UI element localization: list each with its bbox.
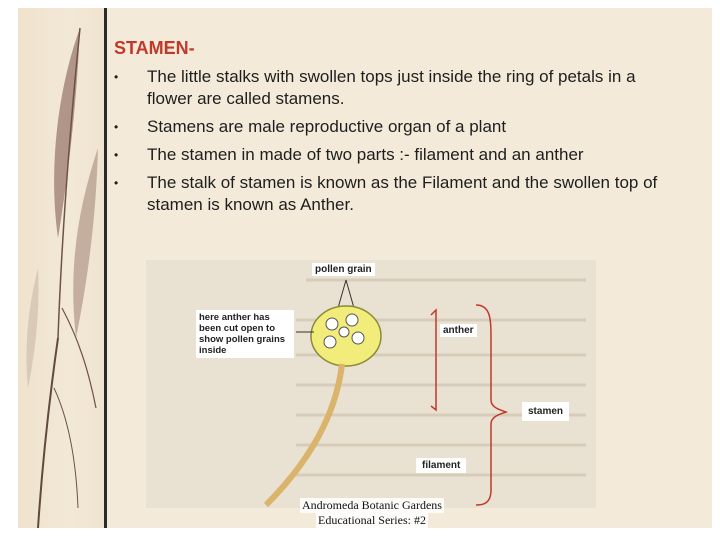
- bullet-item: [114, 172, 674, 216]
- stamen-illustration-icon: [146, 260, 596, 508]
- bullet-text: Stamens are male reproductive organ of a plant: [147, 117, 507, 136]
- bullet-dot: •: [114, 176, 119, 190]
- stamen-diagram: [146, 260, 596, 508]
- bullet-text: The little stalks with swollen tops just inside the ring of petals in a flower are called stamens.: [147, 67, 636, 108]
- slide-title: STAMEN-: [114, 38, 195, 58]
- bullet-list: [114, 66, 674, 222]
- filament-label: filament: [416, 458, 466, 473]
- bullet-dot: •: [114, 148, 119, 162]
- stamen-label: stamen: [522, 402, 569, 421]
- bullet-item: [114, 116, 674, 138]
- pollen-grain-label: pollen grain: [312, 263, 375, 276]
- dried-leaf-icon: [18, 8, 104, 528]
- vertical-divider: [104, 8, 107, 528]
- bullet-dot: •: [114, 70, 119, 84]
- leaf-decoration-panel: [18, 8, 104, 528]
- slide: [18, 8, 712, 528]
- bullet-item: [114, 144, 674, 166]
- bullet-text: The stalk of stamen is known as the Filament and the swollen top of stamen is known as Anther.: [147, 173, 658, 214]
- footer-line-2: Educational Series: #2: [318, 513, 426, 527]
- anther-label: anther: [440, 324, 477, 337]
- footer-line-1: Andromeda Botanic Gardens: [302, 498, 442, 512]
- bullet-item: [114, 66, 674, 110]
- anther-cut-note: here anther has been cut open to show pollen grains inside: [196, 310, 294, 358]
- bullet-dot: •: [114, 120, 119, 134]
- footer-caption: [272, 498, 472, 528]
- bullet-text: The stamen in made of two parts :- filament and an anther: [147, 145, 584, 164]
